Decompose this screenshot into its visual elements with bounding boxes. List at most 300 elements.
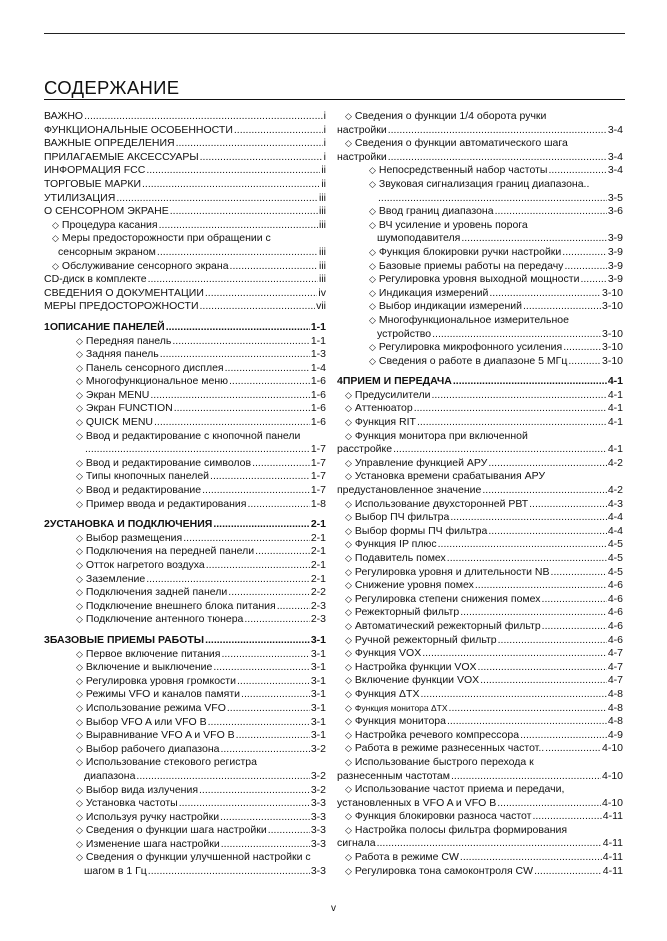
toc-entry[interactable]	[337, 606, 623, 620]
toc-entry-title: ВАЖНЫЕ ОПРЕДЕЛЕНИЯ	[44, 137, 175, 150]
diamond-icon: ◇	[345, 138, 352, 149]
diamond-icon: ◇	[76, 485, 83, 496]
toc-entry[interactable]	[337, 593, 623, 607]
diamond-icon: ◇	[76, 430, 83, 441]
dot-leader	[438, 538, 607, 552]
dot-leader	[378, 192, 607, 206]
toc-page-number: 4-8	[607, 687, 623, 700]
toc-page-number: 1-6	[310, 375, 326, 388]
dot-leader	[450, 511, 606, 525]
diamond-icon: ◇	[345, 539, 352, 550]
toc-entry-title: Типы кнопочных панелей	[85, 470, 210, 483]
toc-entry[interactable]	[337, 355, 623, 369]
toc-entry[interactable]	[337, 729, 623, 743]
toc-page-number: 3-10	[601, 341, 623, 354]
diamond-icon: ◇	[345, 688, 352, 699]
dot-leader	[206, 559, 310, 573]
toc-page-number: 3-3	[310, 797, 326, 810]
diamond-icon: ◇	[345, 824, 352, 835]
toc-entry[interactable]	[44, 573, 326, 587]
dot-leader	[84, 110, 323, 124]
toc-entry[interactable]	[44, 470, 326, 484]
toc-entry-title: Выбор рабочего диапазона	[85, 742, 220, 755]
toc-entry-title: Непосредственный набор частоты	[378, 164, 548, 177]
dot-leader	[447, 715, 607, 729]
toc-entry[interactable]	[44, 348, 326, 362]
toc-entry[interactable]	[337, 246, 623, 260]
toc-page-number: 2-3	[310, 613, 326, 626]
toc-entry-title: Функция монитора ΔTX	[354, 702, 448, 713]
diamond-icon: ◇	[76, 784, 83, 795]
dot-leader	[393, 443, 607, 457]
toc-entry[interactable]	[337, 702, 623, 716]
toc-entry-title: Использование режима VFO	[85, 701, 226, 714]
toc-entry-title: Работа в режиме CW	[354, 851, 459, 864]
toc-entry[interactable]	[44, 532, 326, 546]
toc-entry-title: Режекторный фильтр	[354, 606, 460, 619]
toc-chapter[interactable]	[337, 375, 623, 389]
dot-leader	[148, 865, 310, 879]
toc-entry[interactable]	[337, 260, 623, 274]
dot-leader	[202, 484, 310, 498]
toc-entry[interactable]	[337, 647, 623, 661]
toc-entry[interactable]	[44, 164, 326, 178]
diamond-icon: ◇	[76, 532, 83, 543]
toc-entry-title-cont: шумоподавителя	[377, 232, 461, 245]
toc-entry-title: Индикация измерений	[378, 286, 489, 299]
toc-entry[interactable]	[44, 335, 326, 349]
toc-entry-title: Подключения задней панели	[85, 586, 228, 599]
toc-entry[interactable]	[337, 742, 623, 756]
toc-page-number: 1-6	[310, 416, 326, 429]
toc-entry-title: Сведения о работе в диапазоне 5 МГц	[378, 354, 568, 367]
toc-entry[interactable]	[44, 273, 326, 287]
toc-entry[interactable]	[337, 389, 623, 403]
diamond-icon: ◇	[345, 593, 352, 604]
toc-entry[interactable]	[337, 579, 623, 593]
toc-entry[interactable]	[44, 362, 326, 376]
diamond-icon: ◇	[345, 553, 352, 563]
toc-entry[interactable]	[337, 273, 623, 287]
toc-entry[interactable]	[337, 430, 623, 457]
dot-leader	[213, 518, 309, 532]
toc-entry-title-cont: диапазона	[84, 769, 136, 782]
dot-leader	[174, 402, 310, 416]
toc-entry[interactable]	[337, 300, 623, 314]
dot-leader	[237, 675, 310, 689]
toc-page-number: 1-3	[310, 348, 326, 361]
toc-entry[interactable]	[44, 124, 326, 138]
toc-page-number: 3-4	[607, 164, 623, 177]
toc-entry[interactable]	[337, 511, 623, 525]
toc-entry[interactable]	[337, 538, 623, 552]
toc-page-number: 2-1	[310, 559, 326, 571]
toc-entry-title-cont: установленных в VFO A и VFO B	[337, 796, 497, 809]
toc-entry-title: Выбор индикации измерений	[378, 300, 523, 313]
toc-page-number: iv	[318, 286, 326, 299]
toc-entry-title: Функция VOX	[354, 647, 422, 660]
diamond-icon: ◇	[76, 702, 83, 713]
toc-page-number: 3-9	[607, 232, 623, 245]
diamond-icon: ◇	[52, 219, 59, 230]
toc-page-number: 4-11	[602, 851, 623, 864]
toc-chapter[interactable]	[44, 634, 326, 648]
toc-entry-title-cont: сигнала	[337, 837, 376, 850]
diamond-icon: ◇	[369, 260, 376, 271]
toc-entry-title: Регулировка степени снижения помех	[354, 592, 541, 605]
toc-page-number: 4-5	[607, 538, 623, 551]
toc-page-number: 1-7	[310, 443, 326, 456]
dot-leader	[534, 865, 602, 879]
toc-page-number: 4-4	[607, 511, 623, 524]
toc-entry[interactable]	[337, 851, 623, 865]
diamond-icon: ◇	[76, 852, 83, 863]
toc-entry-title: Установка времени срабатывания АРУ	[354, 470, 546, 483]
toc-page-number: 1-8	[310, 497, 326, 510]
toc-page-number: 3-2	[310, 742, 326, 755]
toc-entry[interactable]	[44, 457, 326, 471]
toc-entry[interactable]	[337, 566, 623, 580]
toc-page-number: 3-10	[601, 327, 623, 340]
toc-entry[interactable]	[44, 702, 326, 716]
dot-leader	[529, 498, 607, 512]
toc-entry[interactable]	[44, 851, 326, 878]
dot-leader	[252, 457, 310, 471]
toc-entry[interactable]	[337, 552, 623, 566]
toc-entry-title: Подавитель помех	[354, 552, 446, 564]
toc-page-number: 4-7	[607, 660, 623, 673]
toc-page-number: 3-4	[607, 123, 623, 136]
toc-chapter[interactable]	[44, 321, 326, 335]
diamond-icon: ◇	[76, 573, 83, 584]
toc-entry[interactable]	[337, 865, 623, 879]
toc-entry-title: Ввод границ диапазона	[378, 205, 494, 218]
diamond-icon: ◇	[369, 219, 376, 230]
diamond-icon: ◇	[76, 457, 83, 468]
toc-entry[interactable]	[337, 470, 623, 497]
title-underline	[44, 99, 625, 100]
toc-page-number: 4-6	[607, 633, 623, 646]
toc-entry-title: Функция IP плюс	[354, 538, 437, 551]
toc-entry[interactable]	[337, 498, 623, 512]
toc-entry-title: Использование двухсторонней РВТ	[354, 497, 529, 510]
toc-entry[interactable]	[44, 260, 326, 274]
diamond-icon: ◇	[76, 335, 83, 346]
toc-page-number: 3-3	[310, 824, 326, 837]
toc-entry-title: Регулировка уровня громкости	[85, 674, 236, 687]
dot-leader	[154, 416, 310, 430]
toc-entry[interactable]	[44, 389, 326, 403]
toc-entry[interactable]	[44, 232, 326, 259]
diamond-icon: ◇	[369, 178, 376, 189]
dot-leader	[225, 362, 310, 376]
dot-leader	[478, 661, 607, 675]
toc-entry-title: Подключение внешнего блока питания	[85, 599, 276, 612]
diamond-icon: ◇	[76, 417, 83, 428]
toc-entry[interactable]	[44, 178, 326, 192]
toc-entry-title: Настройка речевого компрессора	[354, 728, 520, 741]
toc-page-number: 4-6	[607, 592, 623, 605]
toc-entry[interactable]	[337, 810, 623, 824]
toc-entry-title: Настройка функции VOX	[354, 660, 477, 673]
dot-leader	[268, 824, 310, 838]
toc-entry[interactable]	[44, 716, 326, 730]
toc-entry[interactable]	[337, 110, 623, 137]
dot-leader	[488, 457, 606, 471]
toc-entry[interactable]	[44, 586, 326, 600]
toc-entry-title: Подключения на передней панели	[85, 545, 255, 558]
toc-entry[interactable]	[44, 151, 326, 165]
toc-entry[interactable]	[44, 613, 326, 627]
toc-entry-title: ИНФОРМАЦИЯ FCC	[44, 164, 146, 177]
diamond-icon: ◇	[345, 811, 352, 822]
diamond-icon: ◇	[76, 648, 83, 659]
diamond-icon: ◇	[345, 648, 352, 659]
toc-entry[interactable]	[337, 402, 623, 416]
toc-page-number: 4-3	[607, 497, 623, 510]
chapter-number: 2	[44, 518, 50, 531]
toc-entry[interactable]	[44, 838, 326, 852]
dot-leader	[85, 443, 310, 457]
diamond-icon: ◇	[345, 471, 352, 482]
diamond-icon: ◇	[52, 260, 59, 271]
diamond-icon: ◇	[345, 417, 352, 428]
toc-entry-title: Изменение шага настройки	[85, 837, 220, 850]
toc-entry-title: ПРИЛАГАЕМЫЕ АКСЕССУАРЫ	[44, 150, 199, 163]
dot-leader	[221, 838, 310, 852]
toc-entry-title: СВЕДЕНИЯ О ДОКУМЕНТАЦИИ	[44, 286, 204, 299]
dot-leader	[179, 797, 310, 811]
toc-entry[interactable]	[44, 600, 326, 614]
toc-entry-title: Предусилители	[354, 388, 431, 401]
toc-entry-title: Использование частот приема и передачи,	[354, 783, 565, 796]
toc-entry[interactable]	[337, 314, 623, 341]
toc-page-number: 2-1	[310, 518, 326, 531]
dot-leader	[157, 246, 318, 260]
diamond-icon: ◇	[76, 471, 83, 482]
toc-page-number: 4-10	[601, 796, 623, 809]
toc-entry[interactable]	[44, 797, 326, 811]
toc-entry[interactable]	[44, 784, 326, 798]
toc-page-number: 4-9	[607, 728, 623, 741]
toc-page-number: 4-10	[601, 742, 623, 755]
toc-entry[interactable]	[44, 559, 326, 573]
toc-entry[interactable]	[337, 457, 623, 471]
dot-leader	[551, 566, 607, 580]
toc-entry-title-cont: сенсорным экраном	[58, 245, 156, 258]
toc-entry[interactable]	[44, 648, 326, 662]
diamond-icon: ◇	[369, 274, 376, 285]
dot-leader	[564, 260, 606, 274]
toc-entry-title-cont: настройки	[337, 150, 387, 163]
dot-leader	[244, 613, 309, 627]
dot-leader	[449, 702, 607, 716]
toc-entry-title: Задняя панель	[85, 348, 159, 361]
toc-entry-title-cont: предустановленное значение	[337, 484, 482, 497]
dot-leader	[580, 273, 606, 287]
toc-page-number: 2-3	[310, 599, 326, 612]
toc-entry[interactable]	[337, 674, 623, 688]
dot-leader	[542, 593, 607, 607]
toc-entry-title: Экран MENU	[85, 388, 150, 401]
toc-entry[interactable]	[337, 341, 623, 355]
toc-entry[interactable]	[44, 192, 326, 206]
toc-entry[interactable]	[44, 402, 326, 416]
dot-leader	[227, 702, 310, 716]
dot-leader	[146, 573, 310, 587]
dot-leader	[183, 532, 310, 546]
diamond-icon: ◇	[369, 206, 376, 217]
toc-entry[interactable]	[44, 205, 326, 219]
toc-entry[interactable]	[44, 137, 326, 151]
toc-entry[interactable]	[337, 416, 623, 430]
toc-entry[interactable]	[44, 375, 326, 389]
toc-entry[interactable]	[337, 205, 623, 219]
toc-page-number: 4-6	[607, 619, 623, 632]
toc-entry[interactable]	[44, 110, 326, 124]
toc-entry[interactable]	[44, 756, 326, 783]
toc-page-number: 4-7	[607, 647, 623, 660]
toc-entry[interactable]	[337, 688, 623, 702]
toc-entry-title-cont: шагом в 1 Гц	[84, 865, 147, 878]
toc-entry[interactable]	[44, 688, 326, 702]
toc-page-number: 1-7	[310, 484, 326, 497]
diamond-icon: ◇	[345, 634, 352, 645]
toc-entry[interactable]	[44, 824, 326, 838]
toc-page-number: 3-10	[601, 354, 623, 367]
diamond-icon: ◇	[76, 689, 83, 700]
dot-leader	[166, 321, 310, 335]
toc-entry[interactable]	[44, 416, 326, 430]
dot-leader	[210, 470, 310, 484]
diamond-icon: ◇	[345, 716, 352, 727]
toc-entry[interactable]	[337, 634, 623, 648]
dot-leader	[545, 742, 601, 756]
toc-entry[interactable]	[44, 498, 326, 512]
dot-leader	[460, 606, 607, 620]
chapter-number: 3	[44, 633, 50, 646]
toc-entry-title: Режимы VFO и каналов памяти	[85, 688, 241, 701]
toc-page-number: iii	[319, 218, 326, 231]
toc-page-number: 1-6	[310, 388, 326, 401]
toc-entry-title: Выбор ПЧ фильтра	[354, 511, 450, 524]
toc-entry-title: Многофункциональное меню	[85, 375, 228, 388]
diamond-icon: ◇	[76, 362, 83, 373]
toc-page-number: 4-8	[607, 715, 623, 728]
toc-page-number: 4-1	[607, 375, 623, 388]
diamond-icon: ◇	[345, 498, 352, 509]
diamond-icon: ◇	[345, 580, 352, 591]
toc-entry[interactable]	[44, 675, 326, 689]
toc-entry[interactable]	[337, 178, 623, 205]
dot-leader	[230, 260, 318, 274]
dot-leader	[142, 178, 320, 192]
dot-leader	[460, 851, 602, 865]
toc-entry[interactable]	[44, 300, 326, 314]
toc-entry-title: Сведения о функции автоматического шага	[354, 137, 568, 150]
toc-page-number: 4-1	[607, 402, 623, 415]
toc-page-number: 3-10	[601, 300, 623, 313]
dot-leader	[431, 389, 606, 403]
toc-entry-title: ТОРГОВЫЕ МАРКИ	[44, 177, 142, 190]
toc-entry[interactable]	[337, 219, 623, 246]
toc-entry[interactable]	[44, 661, 326, 675]
diamond-icon: ◇	[345, 729, 352, 740]
toc-entry-title: Панель сенсорного дисплея	[85, 361, 224, 374]
toc-entry-title: Экран FUNCTION	[85, 402, 173, 415]
diamond-icon: ◇	[369, 355, 376, 366]
dot-leader	[200, 300, 316, 314]
toc-entry[interactable]	[337, 715, 623, 729]
toc-page-number: 3-6	[607, 205, 623, 218]
diamond-icon: ◇	[76, 730, 83, 741]
toc-entry[interactable]	[44, 484, 326, 498]
toc-entry[interactable]	[44, 729, 326, 743]
dot-leader	[199, 784, 310, 798]
toc-page-number: 1-6	[310, 402, 326, 415]
toc-page-number: 3-9	[607, 259, 623, 272]
toc-entry[interactable]	[337, 137, 623, 164]
diamond-icon: ◇	[52, 233, 59, 244]
dot-leader	[532, 810, 601, 824]
toc-entry[interactable]	[337, 164, 623, 178]
toc-page-number: 4-2	[607, 484, 623, 497]
toc-entry-title: Меры предосторожности при обращении с	[61, 232, 271, 245]
dot-leader	[220, 743, 309, 757]
toc-page-number: 1-4	[310, 361, 326, 374]
toc-entry[interactable]	[44, 287, 326, 301]
toc-entry[interactable]	[337, 756, 623, 783]
toc-page-number: ii	[321, 177, 326, 190]
toc-page-number: 1-1	[310, 320, 326, 333]
toc-entry[interactable]	[337, 824, 623, 851]
dot-leader	[205, 287, 318, 301]
toc-page-number: 3-1	[310, 701, 326, 714]
diamond-icon: ◇	[76, 614, 83, 625]
diamond-icon: ◇	[369, 342, 376, 353]
toc-page-number: iii	[319, 191, 326, 204]
diamond-icon: ◇	[76, 798, 83, 809]
toc-page-number: 4-4	[607, 524, 623, 537]
diamond-icon: ◇	[345, 675, 352, 686]
toc-entry[interactable]	[44, 811, 326, 825]
dot-leader	[236, 729, 310, 743]
diamond-icon: ◇	[369, 301, 376, 312]
toc-page-number: 3-5	[607, 191, 623, 204]
diamond-icon: ◇	[345, 512, 352, 523]
toc-page-number: 3-3	[310, 865, 326, 878]
toc-page-number: 3-1	[310, 674, 326, 687]
toc-entry[interactable]	[44, 219, 326, 233]
toc-entry[interactable]	[337, 783, 623, 810]
toc-entry[interactable]	[337, 620, 623, 634]
toc-entry[interactable]	[44, 430, 326, 457]
toc-entry[interactable]	[337, 287, 623, 301]
toc-page-number: i	[323, 150, 326, 163]
toc-page-number: 4-11	[602, 810, 623, 823]
toc-entry[interactable]	[337, 661, 623, 675]
toc-chapter[interactable]	[44, 518, 326, 532]
toc-entry-title: Ручной режекторный фильтр	[354, 633, 497, 646]
toc-entry-title-cont: настройки	[337, 123, 387, 136]
toc-entry[interactable]	[337, 525, 623, 539]
toc-page-number: 3-4	[607, 150, 623, 163]
toc-entry-title: Заземление	[85, 572, 146, 585]
toc-page-number: 4-5	[607, 552, 623, 564]
toc-entry[interactable]	[44, 743, 326, 757]
toc-entry[interactable]	[44, 545, 326, 559]
toc-entry-title: МЕРЫ ПРЕДОСТОРОЖНОСТИ	[44, 300, 199, 313]
